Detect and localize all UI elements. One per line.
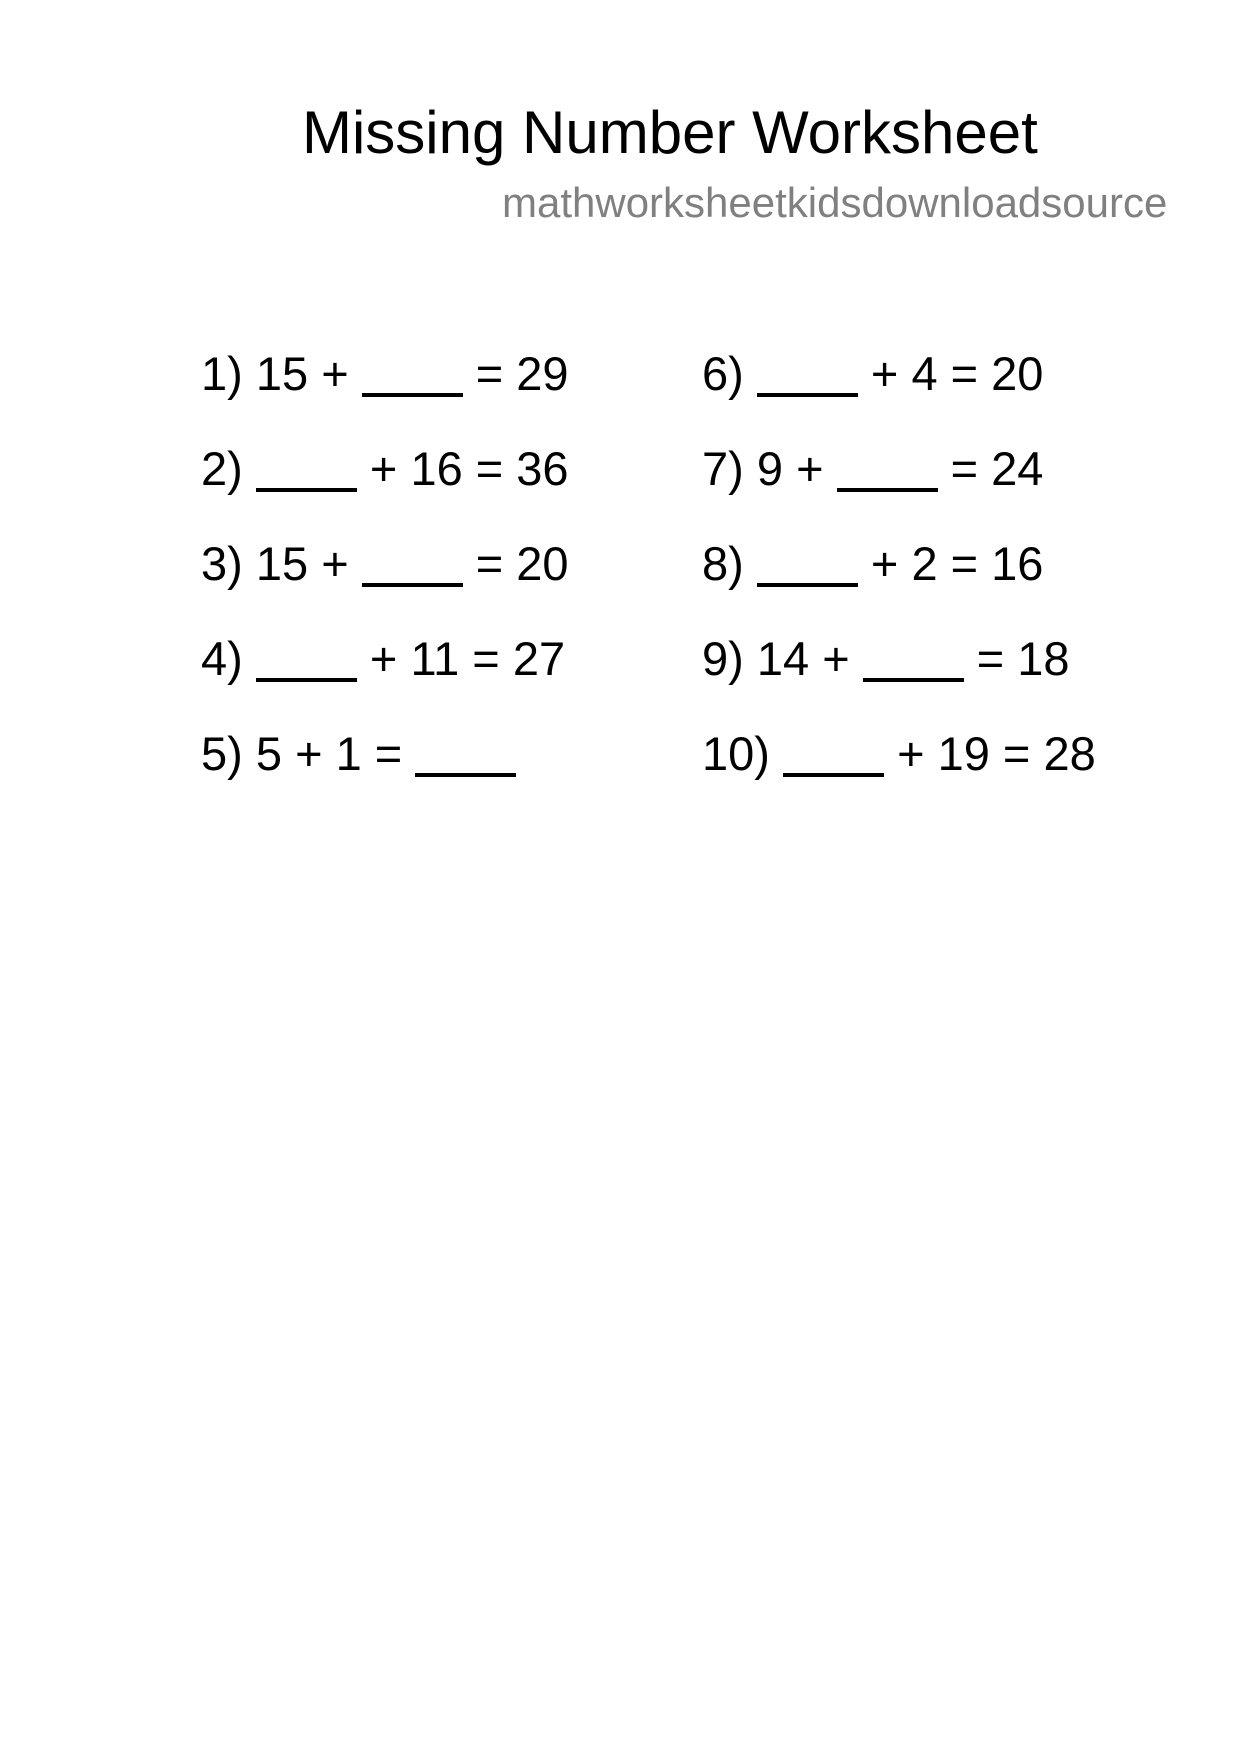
result: 20 (516, 537, 569, 590)
operator: + (796, 442, 824, 495)
result: 27 (512, 632, 566, 685)
operand-a: 14 (756, 632, 810, 685)
result: 20 (991, 347, 1044, 400)
problem-10 (702, 727, 1096, 781)
problem-number: 1) (201, 347, 243, 400)
watermark-text: mathworksheetkidsdownloadsource (502, 179, 1168, 226)
operand-a: 15 (255, 537, 309, 590)
answer-blank[interactable] (837, 442, 938, 496)
problem-number: 5) (201, 727, 243, 780)
operator: + (369, 632, 398, 685)
answer-blank[interactable] (362, 347, 463, 401)
problem-3 (201, 537, 569, 591)
result: 29 (516, 347, 569, 400)
result: 36 (516, 442, 569, 495)
operand-b: 11 (410, 632, 460, 685)
answer-blank[interactable] (256, 442, 357, 496)
result: 18 (1017, 632, 1070, 685)
problem-2 (201, 442, 569, 496)
problem-6 (702, 347, 1043, 401)
equals-sign: = (472, 632, 500, 685)
equals-sign: = (475, 442, 504, 495)
result: 28 (1043, 727, 1096, 780)
problem-4 (201, 632, 565, 686)
problem-7 (702, 442, 1043, 496)
equals-sign: = (950, 347, 979, 400)
operand-a: 5 (255, 727, 282, 780)
problem-1 (201, 347, 569, 401)
answer-blank[interactable] (256, 632, 357, 686)
problem-5 (201, 727, 516, 781)
problem-number: 9) (702, 632, 744, 685)
equals-sign: = (475, 347, 504, 400)
problem-number: 4) (201, 632, 243, 685)
answer-blank[interactable] (757, 347, 858, 401)
operand-b: 4 (911, 347, 938, 400)
equals-sign: = (1002, 727, 1031, 780)
operand-a: 15 (255, 347, 309, 400)
worksheet-title: Missing Number Worksheet (302, 99, 1038, 166)
problem-number: 8) (702, 537, 744, 590)
operand-a: 9 (756, 442, 783, 495)
operand-b: 2 (911, 537, 938, 590)
equals-sign: = (374, 727, 403, 780)
problem-number: 7) (702, 442, 744, 495)
operator: + (295, 727, 323, 780)
operator: + (897, 727, 925, 780)
problem-number: 10) (702, 727, 770, 780)
problem-number: 2) (201, 442, 243, 495)
equals-sign: = (950, 442, 979, 495)
equals-sign: = (475, 537, 504, 590)
result: 16 (991, 537, 1044, 590)
equals-sign: = (950, 537, 979, 590)
problem-number: 6) (702, 347, 744, 400)
operator: + (369, 442, 398, 495)
answer-blank[interactable] (757, 537, 858, 591)
result: 24 (991, 442, 1044, 495)
problem-number: 3) (201, 537, 243, 590)
problem-8 (702, 537, 1043, 591)
operand-b: 1 (335, 727, 362, 780)
equals-sign: = (976, 632, 1005, 685)
answer-blank[interactable] (362, 537, 463, 591)
operator: + (870, 347, 899, 400)
operator: + (870, 537, 899, 590)
operator: + (321, 347, 349, 400)
operator: + (321, 537, 349, 590)
operand-b: 16 (410, 442, 463, 495)
problem-9 (702, 632, 1070, 686)
answer-blank[interactable] (783, 727, 884, 781)
answer-blank[interactable] (415, 727, 516, 781)
operator: + (822, 632, 850, 685)
operand-b: 19 (937, 727, 990, 780)
answer-blank[interactable] (863, 632, 964, 686)
